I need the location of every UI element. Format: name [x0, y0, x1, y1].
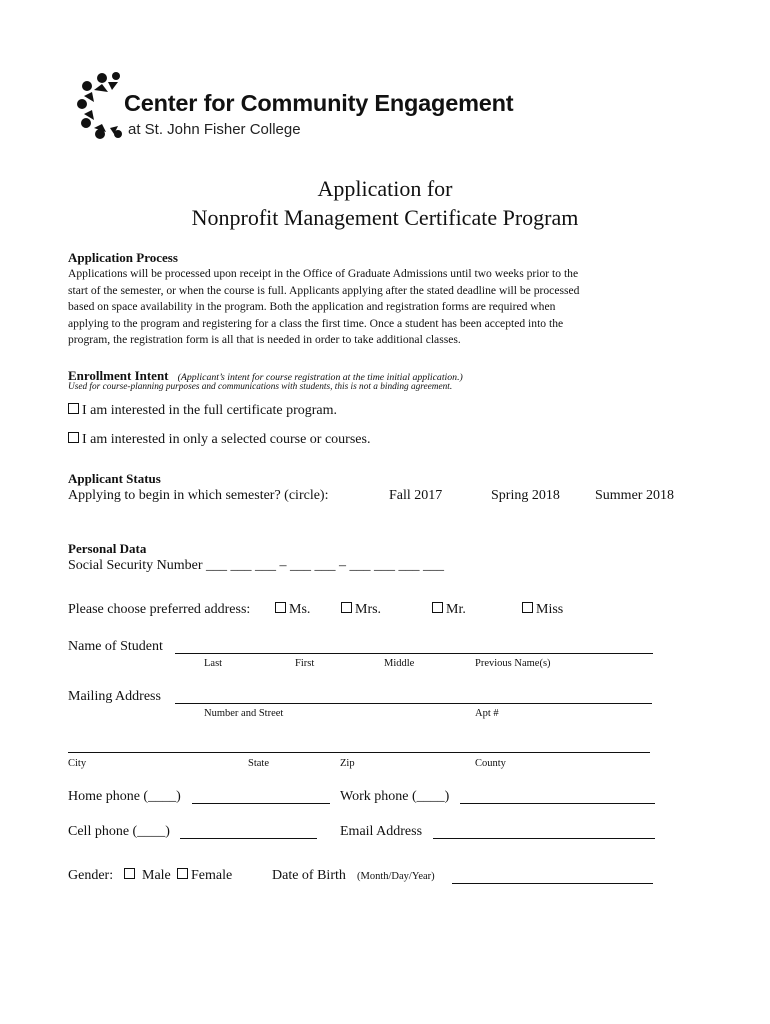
enrollment-note-2: Used for course-planning purposes and communications with students, this is not a binding agreement.: [68, 382, 453, 392]
organization-logo: [74, 68, 514, 148]
personal-heading: Personal Data: [68, 541, 147, 556]
gender-male-label: Male: [142, 868, 171, 883]
mailing-sub-apt: Apt #: [475, 708, 499, 719]
option-selected-label: I am interested in only a selected course or courses.: [82, 432, 371, 447]
process-line-5: program, the registration form is all that is needed in order to take additional classes.: [68, 333, 461, 346]
status-heading: Applicant Status: [68, 471, 161, 486]
title-option-miss[interactable]: [522, 602, 563, 618]
city-input-line[interactable]: [68, 752, 650, 753]
option-full-program[interactable]: [68, 403, 337, 419]
gender-option-male[interactable]: [124, 868, 171, 884]
name-sub-first: First: [295, 658, 315, 669]
city-sub-county: County: [475, 758, 506, 769]
process-line-4: applying to the program and registering for a class the first time. Once a student has been accepted into the: [68, 317, 564, 330]
checkbox-miss[interactable]: [522, 602, 533, 613]
name-sub-last: Last: [204, 658, 223, 669]
checkbox-female[interactable]: [177, 868, 188, 879]
city-sub-state: State: [248, 758, 269, 769]
title-mr-label: Mr.: [446, 602, 466, 617]
name-input-line[interactable]: [175, 653, 653, 654]
form-title-line1: Application for: [317, 176, 453, 201]
name-label: Name of Student: [68, 639, 163, 654]
logo-title: Center for Community Engagement: [124, 90, 514, 116]
checkbox-male[interactable]: [124, 868, 135, 879]
home-phone-label: Home phone (____): [68, 789, 181, 804]
title-ms-label: Ms.: [289, 602, 311, 617]
name-sub-previous: Previous Name(s): [475, 658, 551, 669]
ssn-field[interactable]: Social Security Number ___ ___ ___ – ___ ___ – ___ ___ ___ ___: [68, 558, 445, 573]
semester-option-fall[interactable]: Fall 2017: [389, 488, 443, 503]
logo-subtitle: at St. John Fisher College: [128, 121, 301, 138]
dob-label: Date of Birth: [272, 868, 346, 883]
title-miss-label: Miss: [536, 602, 564, 617]
city-sub-city: City: [68, 758, 87, 769]
process-line-1: Applications will be processed upon receipt in the Office of Graduate Admissions until two weeks prior to the: [68, 267, 579, 280]
title-option-mrs[interactable]: [341, 602, 381, 618]
dob-format: (Month/Day/Year): [357, 871, 435, 882]
form-title-line2: Nonprofit Management Certificate Program: [191, 205, 579, 230]
logo-sunburst-icon: [74, 68, 124, 148]
option-selected-courses[interactable]: [68, 432, 370, 448]
process-heading: Application Process: [68, 250, 178, 265]
email-label: Email Address: [340, 824, 423, 839]
name-sub-middle: Middle: [384, 658, 415, 669]
enrollment-heading: Enrollment Intent: [68, 368, 169, 383]
gender-female-label: Female: [191, 868, 233, 883]
title-option-mr[interactable]: [432, 602, 466, 618]
checkbox-full-program[interactable]: [68, 403, 79, 414]
address-prompt: Please choose preferred address:: [68, 602, 251, 617]
gender-option-female[interactable]: [177, 868, 232, 884]
semester-option-summer[interactable]: Summer 2018: [595, 488, 674, 503]
title-option-ms[interactable]: [275, 602, 310, 618]
checkbox-mr[interactable]: [432, 602, 443, 613]
city-sub-zip: Zip: [340, 758, 355, 769]
work-phone-input[interactable]: [460, 803, 655, 804]
semester-option-spring[interactable]: Spring 2018: [491, 488, 560, 503]
title-mrs-label: Mrs.: [355, 602, 382, 617]
process-line-2: start of the semester, or when the course is full. Applicants applying after the stated deadline will be processed: [68, 284, 580, 297]
home-phone-input[interactable]: [192, 803, 330, 804]
checkbox-ms[interactable]: [275, 602, 286, 613]
dob-input[interactable]: [452, 883, 653, 884]
mailing-input-line[interactable]: [175, 703, 652, 704]
semester-question: Applying to begin in which semester? (circle):: [68, 488, 329, 503]
gender-label: Gender:: [68, 868, 114, 883]
work-phone-label: Work phone (____): [340, 789, 450, 804]
cell-phone-input[interactable]: [180, 838, 317, 839]
option-full-label: I am interested in the full certificate program.: [82, 403, 338, 418]
checkbox-selected-courses[interactable]: [68, 432, 79, 443]
cell-phone-label: Cell phone (____): [68, 824, 170, 839]
email-input[interactable]: [433, 838, 655, 839]
enrollment-note: (Applicant’s intent for course registration at the time initial application.): [177, 372, 463, 383]
process-line-3: based on space availability in the program. Both the application and registration forms are required when: [68, 300, 556, 313]
mailing-sub-street: Number and Street: [204, 708, 284, 719]
mailing-label: Mailing Address: [68, 689, 161, 704]
checkbox-mrs[interactable]: [341, 602, 352, 613]
